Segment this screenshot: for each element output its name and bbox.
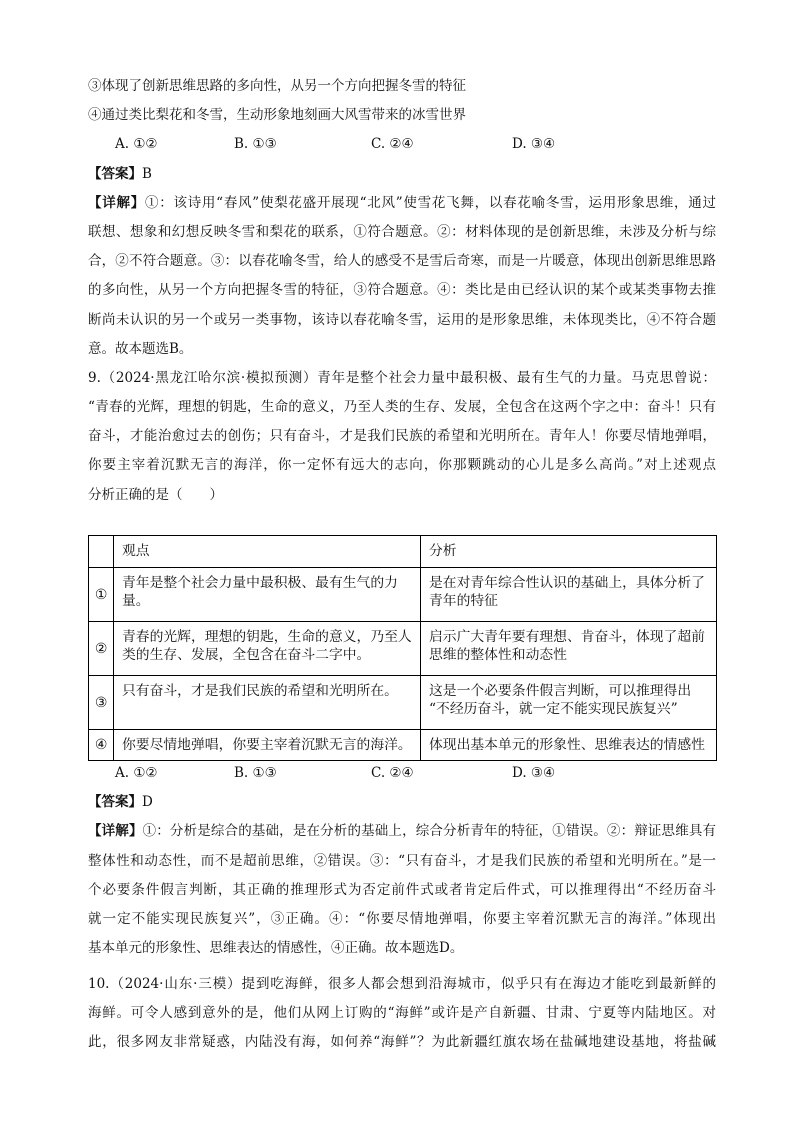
answer-label: 【答案】 (88, 794, 142, 811)
view-cell (114, 568, 421, 622)
detail-text: ①：该诗用“春风”使梨花盛开展现“北风”使雪花飞舞，以春花喻冬雪，运用形象思维，通过 (144, 194, 716, 211)
q9-stem-line: 你要主宰着沉默无言的海洋，你一定怀有远大的志向，你那颗跳动的心儿是多么高尚。”对上述观点 (88, 457, 716, 474)
q9-detail-line (88, 817, 716, 846)
row-number: ① (89, 568, 114, 622)
analysis-line: 这是一个必要条件假言判断，可以推理得出 (429, 683, 692, 699)
q8-option-b: B. ①③ (234, 136, 277, 153)
view-line: 类的生存、发展，全包含在奋斗二字中。 (122, 647, 371, 663)
q8-option-d: D. ③④ (512, 136, 556, 153)
view-line: 只有奋斗，才是我们民族的希望和光明所在。 (122, 683, 398, 699)
q8-answer (88, 160, 716, 189)
analysis-line: 青年的特征 (429, 593, 498, 609)
analysis-line: 是在对青年综合性认识的基础上，具体分析了 (429, 575, 705, 591)
table-header-view (114, 536, 421, 568)
view-cell (114, 622, 421, 676)
q9-answer (88, 788, 716, 817)
q8-statement-3: ③体现了创新思维思路的多向性，从另一个方向把握冬雪的特征 (88, 78, 466, 94)
analysis-cell (421, 730, 717, 761)
answer-value: D (142, 794, 153, 811)
view-line: 青春的光辉，理想的钥匙，生命的意义，乃至人 (122, 629, 412, 645)
analysis-line: 体现出基本单元的形象性、思维表达的情感性 (429, 737, 705, 753)
table-row (89, 568, 717, 622)
question-8-and-9-stem (88, 72, 716, 510)
q9-detail-line: 整体性和动态性，而不是超前思维，②错误。③：“只有奋斗，才是我们民族的希望和光明所在。”是一 (88, 852, 716, 869)
table-row (89, 730, 717, 761)
q9-detail-line: 基本单元的形象性、思维表达的情感性，④正确。故本题选D。 (88, 940, 464, 957)
q9-stem-line: 9.（2024·黑龙江哈尔滨·模拟预测）青年是整个社会力量中最积极、最有生气的力量。马克思曾说： (88, 369, 716, 386)
q10-stem-line: 10.（2024·山东·三模）提到吃海鲜，很多人都会想到沿海城市，似乎只有在海边才能吃到最新鲜的 (88, 976, 716, 992)
row-number: ④ (89, 730, 114, 761)
analysis-cell (421, 622, 717, 676)
analysis-cell (421, 568, 717, 622)
q10-stem-line: 海鲜。可令人感到意外的是，他们从网上订购的“海鲜”或许是产自新疆、甘肃、宁夏等内陆地区。对 (88, 1005, 716, 1022)
view-cell (114, 676, 421, 730)
analysis-cell (421, 676, 717, 730)
q9-options (88, 759, 716, 788)
q8-detail-line: 断尚未认识的另一个或另一类事物，该诗以春花喻冬雪，运用的是形象思维，未体现类比，④不符合题 (88, 311, 716, 328)
q10-stem-line: 此，很多网友非常疑惑，内陆没有海，如何养“海鲜”？为此新疆红旗农场在盐碱地建设基地，将盐碱 (88, 1034, 716, 1051)
q8-option-c: C. ②④ (371, 136, 414, 153)
q8-detail-line: 合，②不符合题意。③：以春花喻冬雪，给人的感受不是雪后奇寒，而是一片暖意，体现出创新思维思路 (88, 253, 716, 270)
q9-stem-line: 分析正确的是（ ） (88, 486, 223, 503)
row-number: ③ (89, 676, 114, 730)
analysis-header-text: 分析 (429, 543, 457, 559)
detail-label: 【详解】 (88, 194, 145, 211)
q9-stem-line: “青春的光辉，理想的钥匙，生命的意义，乃至人类的生存、发展，全包含在这两个字之中：奋斗！只有 (88, 399, 716, 416)
detail-label: 【详解】 (88, 823, 143, 840)
view-line: 你要尽情地弹唱，你要主宰着沉默无言的海洋。 (122, 737, 412, 753)
view-cell (114, 730, 421, 761)
q8-statement-4: ④通过类比梨花和冬雪，生动形象地刻画大风雪带来的冰雪世界 (88, 107, 466, 124)
question-10-stem (88, 970, 716, 1058)
analysis-line: 启示广大青年要有理想、肯奋斗，体现了超前 (429, 629, 705, 645)
q9-option-a: A. ①② (115, 765, 158, 781)
view-line: 量。 (122, 593, 150, 609)
detail-text: ①：分析是综合的基础，是在分析的基础上，综合分析青年的特征，①错误。②：辩证思维具有 (142, 823, 716, 840)
q9-option-c: C. ②④ (371, 765, 414, 781)
q8-detail-line: 的多向性，从另一个方向把握冬雪的特征，③符合题意。④：类比是由已经认识的某个或某类事物去推 (88, 282, 716, 299)
q8-options (88, 130, 716, 159)
q9-detail-line: 就一定不能实现民族复兴”，③正确。④：“你要尽情地弹唱，你要主宰着沉默无言的海洋。”体现出 (88, 910, 716, 927)
table-header-row (89, 536, 717, 568)
q8-detail-line: 联想、想象和幻想反映冬雪和梨花的联系，①符合题意。②：材料体现的是创新思维，未涉及分析与综 (88, 223, 716, 240)
q9-viewpoint-table (88, 535, 717, 761)
table-header-number-cell (89, 536, 114, 568)
answer-value: B (142, 165, 152, 182)
q9-option-d: D. ③④ (512, 765, 556, 781)
q9-option-b: B. ①③ (234, 765, 277, 781)
view-header-text: 观点 (122, 543, 150, 559)
q9-detail-line: 个必要条件假言判断，其正确的推理形式为否定前件式或者肯定后件式，可以推理得出“不经历奋斗 (88, 881, 716, 898)
q8-option-a: A. ①② (115, 136, 158, 153)
q8-detail-line: 意。故本题选B。 (88, 340, 193, 357)
q9-stem-line: 奋斗，才能治愈过去的创伤；只有奋斗，才是我们民族的希望和光明所在。青年人！你要尽情地弹唱， (88, 428, 716, 445)
table-header-analysis (421, 536, 717, 568)
table-row (89, 676, 717, 730)
q8-detail-line (88, 189, 716, 218)
table-row (89, 622, 717, 676)
analysis-line: “不经历奋斗，就一定不能实现民族复兴” (429, 701, 678, 717)
question-9-answer (88, 759, 716, 963)
answer-label: 【答案】 (88, 165, 142, 182)
analysis-line: 思维的整体性和动态性 (429, 647, 567, 663)
view-line: 青年是整个社会力量中最积极、最有生气的力 (122, 575, 398, 591)
row-number: ② (89, 622, 114, 676)
